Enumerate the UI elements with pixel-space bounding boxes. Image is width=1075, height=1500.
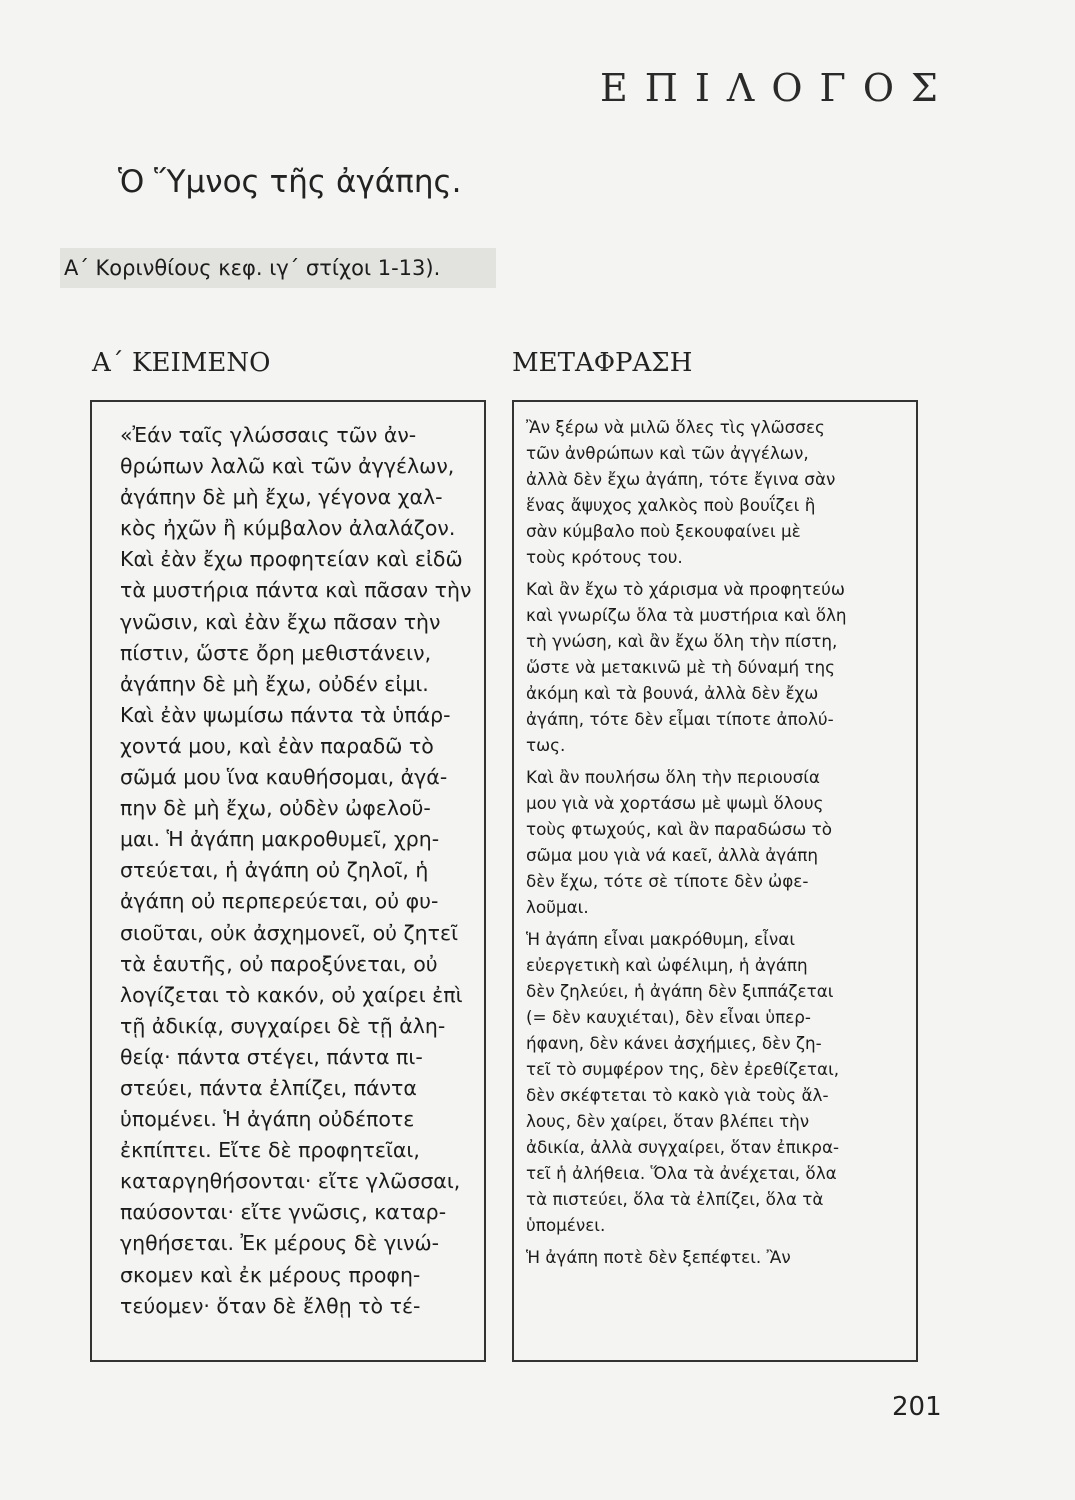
- original-text-heading: Α΄ ΚΕΙΜΕΝΟ: [92, 348, 271, 378]
- page-number: 201: [892, 1392, 942, 1422]
- section-title: ΕΠΙΛΟΓΟΣ: [600, 66, 955, 110]
- translation-box: [512, 400, 918, 1362]
- translation-paragraph: Καὶ ἂν ἔχω τὸ χάρισμα νὰ προφητεύω καὶ γνωρίζω ὅλα τὰ μυστήρια καὶ ὅλη τὴ γνώση, καὶ ἂν ἔχω ὅλη τὴν πίστη, ὥστε νὰ μετακινῶ μὲ τὴ δύναμή της ἀκόμη καὶ τὰ βουνά, ἀλλὰ δὲν ἔχω ἀγάπη, τότε δὲν εἶμαι τίποτε ἀπολύ- τως.: [526, 579, 847, 755]
- scripture-reference: Α΄ Κορινθίους κεφ. ιγ΄ στίχοι 1-13).: [60, 248, 496, 288]
- original-text: «Ἐάν ταῖς γλώσσαις τῶν ἀν- θρώπων λαλῶ καὶ τῶν ἀγγέλων, ἀγάπην δὲ μὴ ἔχω, γέγονα χαλ- κὸς ἠχῶν ἢ κύμβαλον ἀλαλάζον. Καὶ ἐὰν ἔχω προφητείαν καὶ εἰδῶ τὰ μυστήρια πάντα καὶ πᾶσαν τὴν γνῶσιν, καὶ ἐὰν ἔχω πᾶσαν τὴν πίστιν, ὥστε ὄρη μεθιστάνειν, ἀγάπην δὲ μὴ ἔχω, οὐδέν εἰμι. Καὶ ἐὰν ψωμίσω πάντα τὰ ὑπάρ- χοντά μου, καὶ ἐὰν παραδῶ τὸ σῶμά μου ἵνα καυθήσομαι, ἀγά- πην δὲ μὴ ἔχω, οὐδὲν ὠφελοῦ- μαι. Ἡ ἀγάπη μακροθυμεῖ, χρη- στεύεται, ἡ ἀγάπη οὐ ζηλοῖ, ἡ ἀγάπη οὐ περπερεύεται, οὐ φυ- σιοῦται, οὐκ ἀσχημονεῖ, οὐ ζητεῖ τὰ ἑαυτῆς, οὐ παροξύνεται, οὐ λογίζεται τὸ κακόν, οὐ χαίρει ἐπὶ τῇ ἀδικίᾳ, συγχαίρει δὲ τῇ ἀλη- θείᾳ· πάντα στέγει, πάντα πι- στεύει, πάντα ἐλπίζει, πάντα ὑπομένει. Ἡ ἀγάπη οὐδέποτε ἐκπίπτει. Εἴτε δὲ προφητεῖαι, καταργηθήσονται· εἴτε γλῶσσαι, παύσονται· εἴτε γνῶσις, καταρ- γηθήσεται. Ἐκ μέρους δὲ γινώ- σκομεν καὶ ἐκ μέρους προφη- τεύομεν· ὅταν δὲ ἔλθῃ τὸ τέ-: [120, 423, 472, 1318]
- translation-paragraph: Ἂν ξέρω νὰ μιλῶ ὅλες τὶς γλῶσσες τῶν ἀνθρώπων καὶ τῶν ἀγγέλων, ἀλλὰ δὲν ἔχω ἀγάπη, τότε ἔγινα σὰν ἕνας ἄψυχος χαλκὸς ποὺ βουΐζει ἢ σὰν κύμβαλο ποὺ ξεκουφαίνει μὲ τοὺς κρότους του.: [526, 417, 836, 567]
- translation-heading: ΜΕΤΑΦΡΑΣΗ: [512, 348, 693, 378]
- translation-paragraph: Ἡ ἀγάπη εἶναι μακρόθυμη, εἶναι εὐεργετικὴ καὶ ὠφέλιμη, ἡ ἀγάπη δὲν ζηλεύει, ἡ ἀγάπη δὲν ξιππάζεται (= δὲν καυχιέται), δὲν εἶναι ὑπερ- ήφανη, δὲν κάνει ἀσχήμιες, δὲν ζη- τεῖ τὸ συμφέρον της, δὲν ἐρεθίζεται, δὲν σκέφτεται τὸ κακὸ γιὰ τοὺς ἄλ- λους, δὲν χαίρει, ὅταν βλέπει τὴν ἀδικία, ἀλλὰ συγχαίρει, ὅταν ἐπικρα- τεῖ ἡ ἀλήθεια. Ὅλα τὰ ἀνέχεται, ὅλα τὰ πιστεύει, ὅλα τὰ ἐλπίζει, ὅλα τὰ ὑπομένει.: [526, 929, 840, 1235]
- original-text-box: [90, 400, 486, 1362]
- hymn-title: Ὁ Ὕμνος τῆς ἀγάπης.: [118, 164, 462, 200]
- translation-paragraph: Ἡ ἀγάπη ποτὲ δὲν ξεπέφτει. Ἂν: [526, 1247, 791, 1267]
- translation-paragraph: Καὶ ἂν πουλήσω ὅλη τὴν περιουσία μου γιὰ νὰ χορτάσω μὲ ψωμὶ ὅλους τοὺς φτωχούς, καὶ ἂν παραδώσω τὸ σῶμα μου γιὰ νά καεῖ, ἀλλὰ ἀγάπη δὲν ἔχω, τότε σὲ τίποτε δὲν ὠφε- λοῦμαι.: [526, 767, 833, 917]
